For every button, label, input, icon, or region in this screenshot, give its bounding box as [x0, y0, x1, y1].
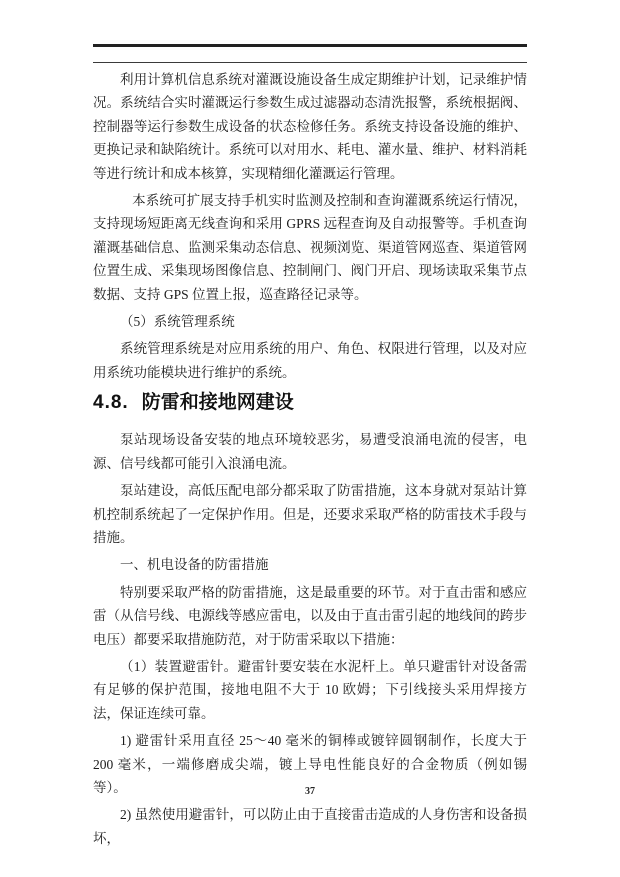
paragraph-sub2-rod-limitation: 2) 虽然使用避雷针，可以防止由于直接雷击造成的人身伤害和设备损坏， — [93, 807, 527, 846]
header-rule-thick — [93, 44, 527, 47]
paragraph-strict-measures: 特别要采取严格的防雷措施，这是最重要的环节。对于直击雷和感应雷（从信号线、电源线等感应雷电，以及由于直击雷引起的地线间的跨步电压）都要采取措施防范，对于防雷采取以下措施： — [93, 584, 527, 647]
paragraph-site-environment: 泵站现场设备安装的地点环境较恶劣，易遭受浪涌电流的侵害，电源、信号线都可能引入浪涌电流。 — [93, 432, 527, 471]
header-rule-thin — [93, 62, 527, 63]
page-number: 37 — [305, 786, 315, 797]
subheading-mechanical-lightning-measures: 一、机电设备的防雷措施 — [120, 557, 269, 573]
paragraph-system-management: 系统管理系统是对应用系统的用户、角色、权限进行管理，以及对应用系统功能模块进行维护的系统。 — [93, 341, 527, 380]
section-number: 4.8. — [93, 392, 129, 414]
document-body — [93, 68, 527, 850]
paragraph-station-construction: 泵站建设，高低压配电部分都采取了防雷措施，这本身就对泵站计算机控制系统起了一定保护作用。但是，还要求采取严格的防雷技术手段与措施。 — [93, 483, 527, 545]
paragraph-maintenance-system: 利用计算机信息系统对灌溉设施设备生成定期维护计划，记录维护情况。系统结合实时灌溉运行参数生成过滤器动态清洗报警，系统根据阀、控制器等运行参数生成设备的状态检修任务。系统支持设备设施的维护、更换记录和缺陷统计。系统可以对用水、耗电、灌水量、维护、材料消耗等进行统计和成本核算，实现精细化灌溉运行管理。 — [93, 72, 527, 181]
section-title: 防雷和接地网建设 — [141, 392, 294, 414]
list-item-5-system-management: （5）系统管理系统 — [120, 314, 235, 330]
paragraph-mobile-support: 本系统可扩展支持手机实时监测及控制和查询灌溉系统运行情况，支持现场短距离无线查询和采用 GPRS 远程查询及自动报警等。手机查询灌溉基础信息、监测采集动态信息、视频浏览、渠道管网巡查、渠道管网位置生成、采集现场图像信息、控制闸门、阀门开启、现场读取采集节点数据、支持 GPS 位置上报，巡查路径记录等。 — [93, 193, 527, 302]
page-footer — [0, 786, 620, 797]
paragraph-item1-lightning-rod: （1）装置避雷针。避雷针要安装在水泥杆上。单只避雷针对设备需有足够的保护范围，接地电阻不大于 10 欧姆；下引线接头采用焊接方法，保证连续可靠。 — [93, 658, 527, 721]
section-heading-4-8 — [93, 390, 527, 416]
paragraph-sub1-rod-material: 1) 避雷针采用直径 25～40 毫米的铜棒或镀锌圆钢制作，长度大于 200 毫米，一端修磨成尖端，镀上导电性能良好的合金物质（例如锡等）。 — [93, 733, 527, 795]
